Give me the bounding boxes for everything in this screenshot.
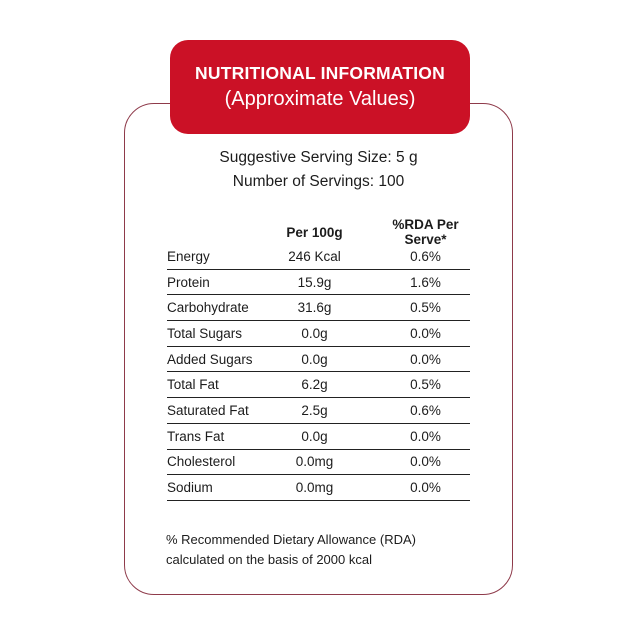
per-100g-column-header: Per 100g: [286, 224, 343, 240]
nutrient-label: Protein: [167, 274, 210, 290]
per-100g-value: 246 Kcal: [288, 248, 341, 264]
per-100g-value: 2.5g: [301, 402, 328, 418]
rda-value: 0.0%: [410, 325, 441, 341]
nutrient-label: Saturated Fat: [167, 402, 249, 418]
nutrient-label: Total Fat: [167, 377, 219, 393]
rda-footnote-line2: calculated on the basis of 2000 kcal: [166, 552, 372, 567]
rda-value: 0.6%: [410, 248, 441, 264]
nutrition-table: [167, 217, 470, 501]
table-row: [167, 475, 470, 501]
servings-count-text: Number of Servings: 100: [232, 172, 405, 190]
table-row: [167, 398, 470, 424]
label-header: [170, 40, 470, 134]
table-row: [167, 424, 470, 450]
nutrient-label: Cholesterol: [167, 454, 236, 470]
rda-value: 0.0%: [410, 480, 441, 496]
rda-value: 0.5%: [410, 300, 441, 316]
per-100g-value: 0.0mg: [295, 454, 334, 470]
table-row: [167, 321, 470, 347]
rda-footnote: [166, 530, 456, 570]
per-100g-value: 6.2g: [301, 377, 328, 393]
label-subtitle: (Approximate Values): [224, 88, 416, 110]
nutrient-label: Energy: [167, 248, 210, 264]
label-card: [124, 103, 513, 595]
serving-size-text: Suggestive Serving Size: 5 g: [219, 149, 418, 166]
table-row: [167, 244, 470, 270]
rda-value: 0.5%: [410, 377, 441, 393]
per-100g-value: 0.0g: [301, 325, 328, 341]
rda-value: 0.0%: [410, 454, 441, 470]
rda-value: 1.6%: [410, 274, 441, 290]
table-row: [167, 295, 470, 321]
nutrient-label: Added Sugars: [167, 351, 253, 367]
table-row: [167, 347, 470, 373]
rda-column-header: %RDA Per Serve*: [392, 217, 459, 247]
per-100g-value: 0.0g: [301, 428, 328, 444]
per-100g-value: 31.6g: [297, 300, 332, 316]
serving-info: [125, 146, 512, 193]
per-100g-value: 15.9g: [297, 274, 332, 290]
rda-value: 0.0%: [410, 351, 441, 367]
table-header-row: [167, 217, 470, 247]
rda-value: 0.0%: [410, 428, 441, 444]
label-title: NUTRITIONAL INFORMATION: [195, 63, 445, 83]
per-100g-value: 0.0g: [301, 351, 328, 367]
nutrient-label: Total Sugars: [167, 325, 243, 341]
table-row: [167, 450, 470, 476]
table-row: [167, 372, 470, 398]
nutrient-label: Sodium: [167, 480, 213, 496]
nutrient-label: Carbohydrate: [167, 300, 249, 316]
nutrient-label: Trans Fat: [167, 428, 225, 444]
per-100g-value: 0.0mg: [295, 480, 334, 496]
rda-footnote-line1: % Recommended Dietary Allowance (RDA): [166, 532, 416, 547]
table-row: [167, 270, 470, 296]
rda-value: 0.6%: [410, 402, 441, 418]
